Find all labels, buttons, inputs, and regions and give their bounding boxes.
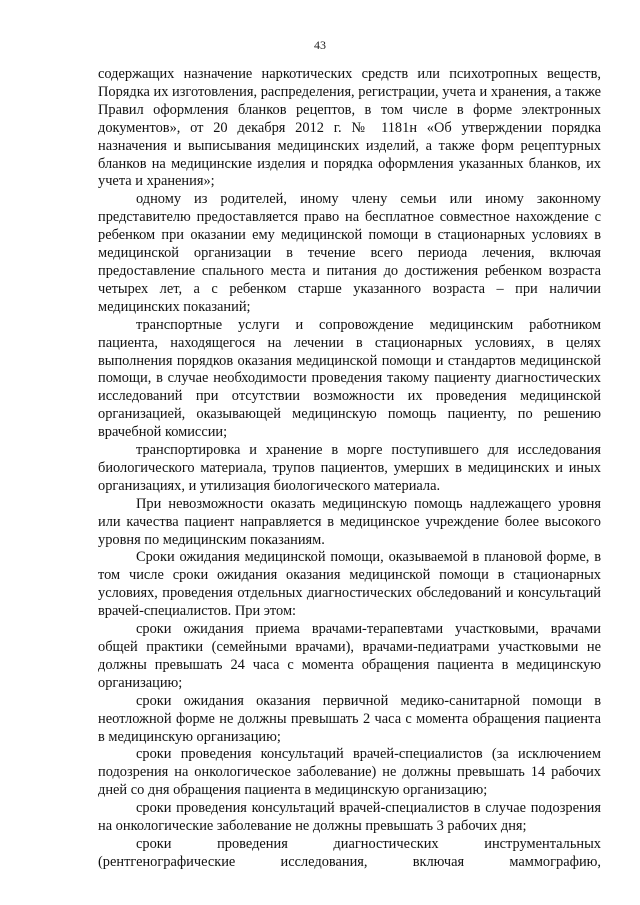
paragraph-morgue-storage: транспортировка и хранение в морге поступившего для исследования биологического материала, трупов пациентов, умерших в медицинских и иных организациях, и утилизация биологического материала.: [98, 442, 601, 494]
page-number: 43: [314, 38, 326, 52]
document-body: [98, 66, 601, 872]
paragraph-waiting-times: Сроки ожидания медицинской помощи, оказываемой в плановой форме, в том числе сроки ожидания оказания медицинской помощи в стационарных условиях, проведения отдельных диагностических обследований и консультаций врачей-специалистов. При этом:: [98, 549, 601, 620]
paragraph-oncology-wait: сроки проведения консультаций врачей-специалистов в случае подозрения на онкологические заболевание не должны превышать 3 рабочих дня;: [98, 800, 601, 835]
paragraph-specialist-wait: сроки проведения консультаций врачей-специалистов (за исключением подозрения на онкологическое заболевание) не должны превышать 14 рабочих дней со дня обращения пациента в медицинскую организацию;: [98, 746, 601, 799]
paragraph-urgent-care-wait: сроки ожидания оказания первичной медико-санитарной помощи в неотложной форме не должны превышать 2 часа с момента обращения пациента в медицинскую организацию;: [98, 692, 601, 745]
paragraph-continuation: содержащих назначение наркотических средств или психотропных веществ, Порядка их изготовления, распределения, регистрации, учета и хранения, а также Правил оформления бланков рецептов, в том числе в форме электронных документов», от 20 декабря 2012 г. № 1181н «Об утверждении порядка назначения и выписывания медицинских изделий, а также форм рецептурных бланков на медицинские изделия и порядка оформления указанных бланков, их учета и хранения»;: [98, 66, 601, 190]
paragraph-cohabitation-right: одному из родителей, иному члену семьи или иному законному представителю предоставляется право на бесплатное совместное нахождение с ребенком при оказании ему медицинской помощи в стационарных условиях в медицинской организации в течение всего периода лечения, включая предоставление спального места и питания до достижения ребенком возраста четырех лет, а с ребенком старше указанного возраста – при наличии медицинских показаний;: [98, 191, 601, 315]
paragraph-therapist-wait: сроки ожидания приема врачами-терапевтами участковыми, врачами общей практики (семейными врачами), врачами-педиатрами участковыми не должны превышать 24 часа с момента обращения пациента в медицинскую организацию;: [98, 621, 601, 691]
paragraph-transport-services: транспортные услуги и сопровождение медицинским работником пациента, находящегося на лечении в стационарных условиях, в целях выполнения порядков оказания медицинской помощи и стандартов медицинской помощи, в случае необходимости проведения такому пациенту диагностических исследований при отсутствии возможности их проведения медицинской организацией, оказывающей медицинскую помощь пациенту, по решению врачебной комиссии;: [98, 316, 601, 441]
paragraph-diagnostics-wait: сроки проведения диагностических инструментальных (рентгенографические исследования, включая маммографию,: [98, 835, 601, 870]
paragraph-referral: При невозможности оказать медицинскую помощь надлежащего уровня или качества пациент направляется в медицинское учреждение более высокого уровня по медицинским показаниям.: [98, 495, 601, 548]
